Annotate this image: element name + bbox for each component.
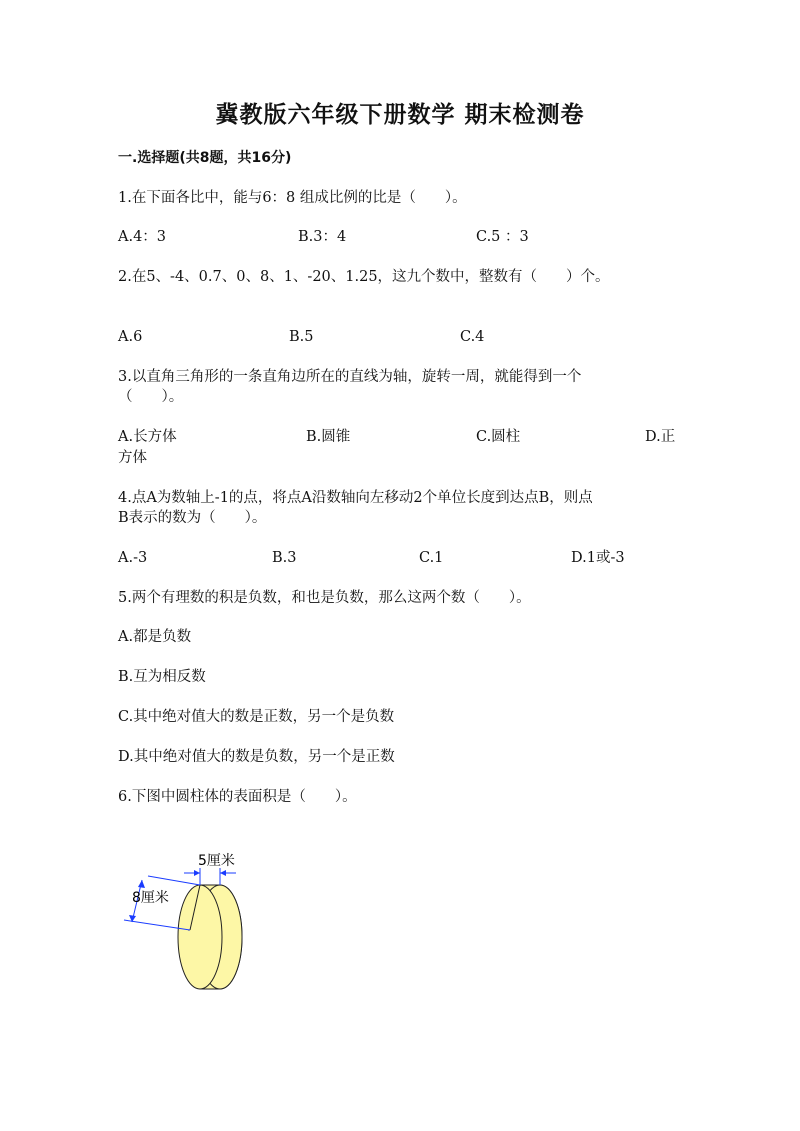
height-arrowhead-right xyxy=(220,870,226,876)
question-6-stem: 6.下图中圆柱体的表面积是（ ）。 xyxy=(118,789,357,805)
question-1-option-a: A.4：3 xyxy=(118,229,167,245)
question-3-option-d-wrap: 方体 xyxy=(118,450,147,466)
question-3-stem-line-2: （ ）。 xyxy=(118,389,184,405)
question-4-option-c: C.1 xyxy=(419,550,444,566)
question-5-option-c: C.其中绝对值大的数是正数，另一个是负数 xyxy=(118,709,395,725)
question-4-stem-line-2: B表示的数为（ ）。 xyxy=(118,510,267,526)
question-5-option-b: B.互为相反数 xyxy=(118,669,206,685)
question-2-stem: 2.在5、-4、0.7、0、8、1、-20、1.25，这九个数中，整数有（ ）个。 xyxy=(118,269,610,285)
cylinder-front-face xyxy=(178,885,222,989)
section-heading: 一.选择题(共8题，共16分) xyxy=(118,150,292,166)
question-3-option-b: B.圆锥 xyxy=(306,429,351,445)
question-4-stem-line-1: 4.点A为数轴上-1的点，将点A沿数轴向左移动2个单位长度到达点B，则点 xyxy=(118,490,593,506)
question-1-option-b: B.3：4 xyxy=(298,229,347,245)
question-5-option-d: D.其中绝对值大的数是负数，另一个是正数 xyxy=(118,749,395,765)
radius-arrowhead-top xyxy=(138,880,145,888)
question-4-option-a: A.-3 xyxy=(118,550,148,566)
cylinder-figure xyxy=(118,840,258,1000)
question-2-option-c: C.4 xyxy=(460,329,485,345)
question-2-option-a: A.6 xyxy=(118,329,143,345)
radius-ext-top xyxy=(148,876,200,885)
height-arrowhead-left xyxy=(194,870,200,876)
question-4-option-d: D.1或-3 xyxy=(571,550,625,566)
question-3-stem-line-1: 3.以直角三角形的一条直角边所在的直线为轴，旋转一周，就能得到一个 xyxy=(118,369,582,385)
radius-label: 8厘米 xyxy=(132,890,169,906)
question-4-option-b: B.3 xyxy=(272,550,297,566)
question-1-option-c: C.5 ：3 xyxy=(476,229,529,245)
question-3-option-d: D.正 xyxy=(645,429,676,445)
question-3-option-a: A.长方体 xyxy=(118,429,177,445)
page-title: 冀教版六年级下册数学 期末检测卷 xyxy=(215,101,585,128)
question-2-option-b: B.5 xyxy=(289,329,314,345)
question-1-stem: 1.在下面各比中，能与6：8 组成比例的比是（ ）。 xyxy=(118,190,467,206)
question-5-option-a: A.都是负数 xyxy=(118,629,192,645)
question-3-option-c: C.圆柱 xyxy=(476,429,521,445)
height-label: 5厘米 xyxy=(198,853,235,869)
cylinder-diagram xyxy=(118,840,258,1000)
question-5-stem: 5.两个有理数的积是负数，和也是负数，那么这两个数（ ）。 xyxy=(118,590,531,606)
